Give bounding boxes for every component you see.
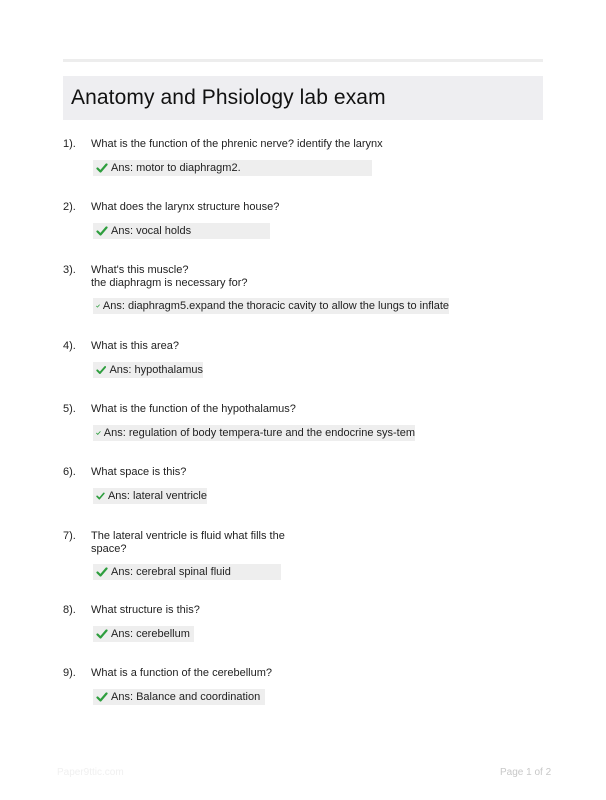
checkmark-icon (96, 225, 108, 237)
checkmark-icon (96, 490, 105, 502)
checkmark-icon (96, 628, 108, 640)
checkmark-icon (96, 162, 108, 174)
question-text: What is a function of the cerebellum? (91, 667, 272, 679)
answer-text: Ans: motor to diaphragm2. (111, 161, 241, 174)
question-number: 9). (63, 667, 76, 679)
question-text: What space is this? (91, 466, 187, 478)
question-number: 5). (63, 403, 76, 415)
question-text: What is this area? (91, 340, 180, 352)
answer-text: Ans: hypothalamus (109, 363, 203, 376)
question-text: What's this muscle? the diaphragm is necessary for? (91, 264, 248, 289)
question-number: 3). (63, 264, 76, 276)
question-number: 4). (63, 340, 76, 352)
question-text: The lateral ventricle is fluid what fills the space? (91, 530, 285, 555)
answer-box (93, 689, 265, 705)
answer-box (93, 223, 270, 239)
question-number: 2). (63, 201, 76, 213)
checkmark-icon (96, 364, 106, 376)
question-text: What is the function of the hypothalamus? (91, 403, 296, 415)
top-divider (63, 59, 543, 62)
question-number: 8). (63, 604, 76, 616)
answer-box (93, 160, 372, 176)
checkmark-icon (96, 300, 100, 312)
answer-box (93, 298, 449, 314)
page-title: Anatomy and Phsiology lab exam (71, 86, 386, 109)
answer-text: Ans: regulation of body tempera-ture and the endocrine sys-tem (103, 426, 415, 439)
answer-box (93, 564, 281, 580)
answer-box (93, 425, 415, 441)
question-number: 6). (63, 466, 76, 478)
question-number: 1). (63, 138, 76, 150)
answer-text: Ans: lateral ventricle (107, 489, 207, 502)
question-text: What structure is this? (91, 604, 200, 616)
question-text: What is the function of the phrenic nerve? identify the larynx (91, 138, 383, 150)
checkmark-icon (96, 566, 108, 578)
title-bar (63, 76, 543, 120)
answer-box (93, 488, 207, 504)
checkmark-icon (96, 691, 108, 703)
answer-text: Ans: diaphragm5.expand the thoracic cavity to allow the lungs to inflate (102, 299, 449, 312)
answer-text: Ans: Balance and coordination (111, 690, 261, 703)
footer-watermark: Paper9ttic.com (57, 767, 124, 778)
checkmark-icon (96, 427, 101, 439)
answer-box (93, 362, 203, 378)
answer-text: Ans: cerebellum (111, 627, 190, 640)
answer-text: Ans: vocal holds (111, 224, 192, 237)
question-text: What does the larynx structure house? (91, 201, 280, 213)
question-number: 7). (63, 530, 76, 542)
answer-text: Ans: cerebral spinal fluid (111, 565, 231, 578)
page-number: Page 1 of 2 (500, 767, 552, 778)
answer-box (93, 626, 194, 642)
